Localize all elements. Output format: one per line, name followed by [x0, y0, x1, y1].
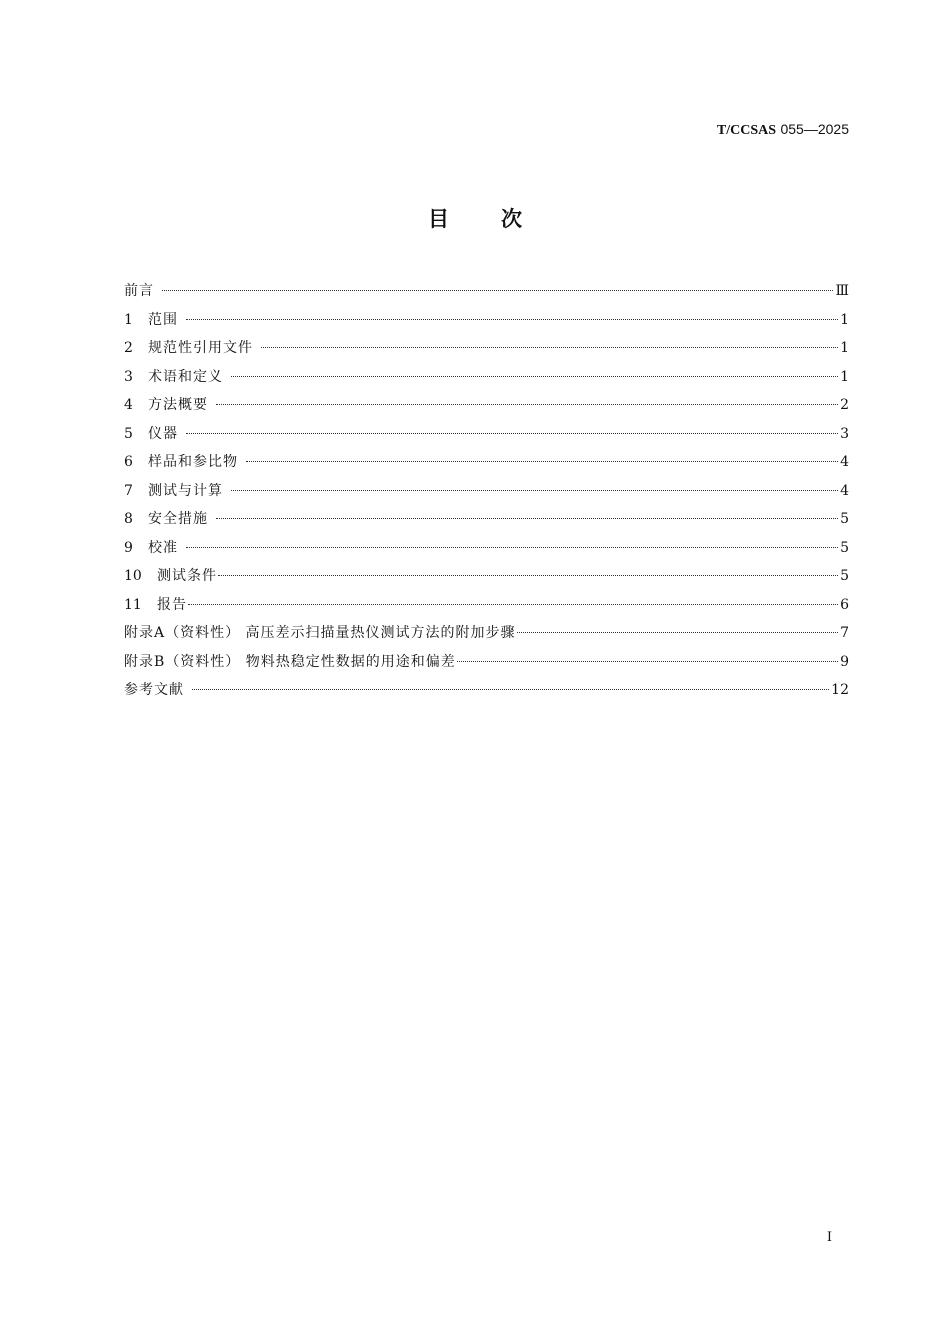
toc-leader-dots — [188, 604, 838, 605]
toc-entry-6[interactable] — [124, 452, 849, 481]
toc-leader-dots — [186, 433, 838, 434]
toc-entry-label: 方法概要 — [148, 397, 208, 413]
toc-leader-dots — [192, 689, 829, 690]
toc-entry-label: 附录B（资料性） 物料热稳定性数据的用途和偏差 — [124, 653, 456, 670]
toc-entry-page: 9 — [840, 653, 849, 670]
toc-entry-3[interactable] — [124, 367, 849, 396]
toc-entry-label: 仪器 — [148, 425, 178, 442]
toc-entry-label: 前言 — [124, 283, 154, 299]
toc-entry-label: 校准 — [148, 539, 178, 556]
toc-leader-dots — [216, 518, 838, 519]
toc-entry-page: 4 — [840, 454, 849, 470]
toc-entry-9[interactable] — [124, 538, 849, 567]
toc-entry-11[interactable] — [124, 595, 849, 624]
toc-entry-page: 5 — [840, 539, 849, 556]
toc-entry-number: 3 — [124, 368, 133, 385]
toc-leader-dots — [517, 632, 839, 633]
page-number: I — [826, 1230, 832, 1245]
toc-entry-number: 9 — [124, 539, 133, 556]
toc-entry-appendix-b[interactable] — [124, 652, 849, 681]
toc-entry-page: 1 — [840, 368, 849, 385]
toc-leader-dots — [231, 490, 838, 491]
toc-entry-7[interactable] — [124, 481, 849, 510]
toc-entry-label: 测试条件 — [157, 568, 217, 584]
toc-entry-page: 5 — [840, 568, 849, 584]
toc-entry-number: 5 — [124, 425, 133, 442]
toc-entry-label: 样品和参比物 — [148, 454, 238, 470]
toc-entry-label: 安全措施 — [148, 511, 208, 527]
toc-entry-number: 4 — [124, 397, 133, 413]
toc-entry-label: 参考文献 — [124, 682, 184, 698]
toc-entry-number: 2 — [124, 340, 133, 356]
toc-entry-label: 报告 — [157, 596, 187, 613]
toc-leader-dots — [261, 347, 838, 348]
toc-leader-dots — [186, 319, 838, 320]
toc-entry-label: 范围 — [148, 311, 178, 328]
toc-leader-dots — [186, 547, 838, 548]
toc-entry-foreword[interactable] — [124, 281, 849, 310]
document-number: 055—2025 — [780, 121, 849, 137]
toc-entry-label: 测试与计算 — [148, 482, 223, 499]
toc-entry-page: 2 — [840, 397, 849, 413]
toc-entry-5[interactable] — [124, 424, 849, 453]
document-id — [717, 121, 849, 139]
toc-entry-number: 1 — [124, 311, 133, 328]
toc-entry-4[interactable] — [124, 395, 849, 424]
toc-entry-label: 术语和定义 — [148, 368, 223, 385]
toc-leader-dots — [162, 290, 833, 291]
toc-entry-number: 10 — [124, 568, 142, 584]
toc-leader-dots — [216, 404, 838, 405]
toc-leader-dots — [457, 661, 838, 662]
table-of-contents — [124, 281, 849, 709]
toc-entry-page: 7 — [840, 625, 849, 641]
toc-entry-8[interactable] — [124, 509, 849, 538]
toc-entry-page: 3 — [840, 425, 849, 442]
toc-entry-page: 1 — [840, 311, 849, 328]
toc-entry-page: 1 — [840, 340, 849, 356]
toc-entry-appendix-a[interactable] — [124, 623, 849, 652]
toc-entry-label: 附录A（资料性） 高压差示扫描量热仪测试方法的附加步骤 — [124, 625, 516, 641]
toc-entry-1[interactable] — [124, 310, 849, 339]
toc-leader-dots — [231, 376, 838, 377]
toc-entry-page: 4 — [840, 482, 849, 499]
toc-entry-10[interactable] — [124, 566, 849, 595]
toc-entry-number: 7 — [124, 482, 133, 499]
toc-entry-page: 5 — [840, 511, 849, 527]
toc-leader-dots — [246, 461, 838, 462]
toc-entry-2[interactable] — [124, 338, 849, 367]
toc-entry-number: 8 — [124, 511, 133, 527]
toc-entry-label: 规范性引用文件 — [148, 340, 253, 356]
toc-entry-number: 11 — [124, 596, 142, 613]
toc-entry-number: 6 — [124, 454, 133, 470]
toc-leader-dots — [218, 575, 838, 576]
toc-entry-page: Ⅲ — [835, 283, 849, 299]
toc-title: 目次 — [428, 207, 574, 231]
document-code: T/CCSAS — [716, 123, 777, 138]
toc-entry-page: 12 — [831, 682, 849, 698]
toc-entry-references[interactable] — [124, 680, 849, 709]
toc-entry-page: 6 — [840, 596, 849, 613]
